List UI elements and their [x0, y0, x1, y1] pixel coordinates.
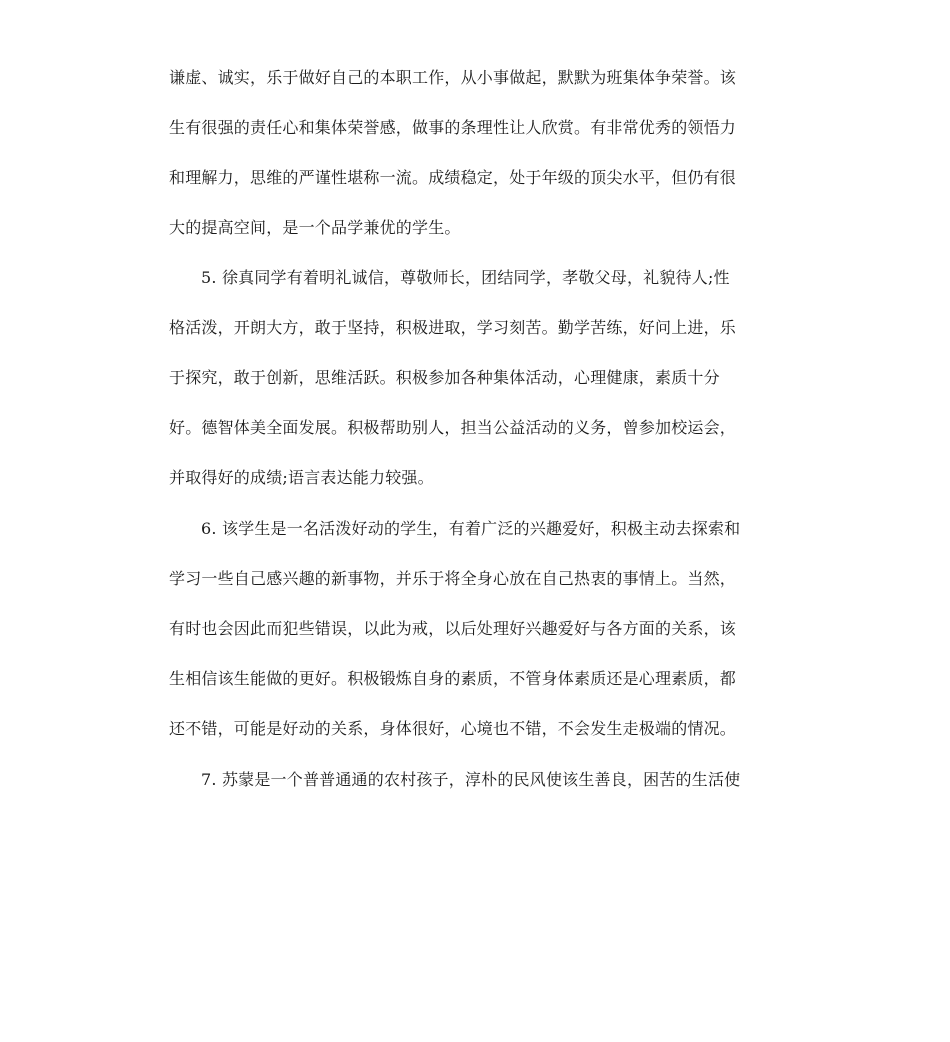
paragraph-5-line-4: 好。德智体美全面发展。积极帮助别人，担当公益活动的义务，曾参加校运会，	[169, 418, 737, 437]
paragraph-5-line-2: 格活泼，开朗大方，敢于坚持，积极进取，学习刻苦。勤学苦练，好问上进，乐	[169, 318, 737, 337]
paragraph-6-line-4: 生相信该生能做的更好。积极锻炼自身的素质，不管身体素质还是心理素质，都	[169, 669, 737, 688]
paragraph-1-line-1: 谦虚、诚实，乐于做好自己的本职工作，从小事做起，默默为班集体争荣誉。该	[169, 68, 737, 87]
paragraph-6-line-1: 6. 该学生是一名活泼好动的学生，有着广泛的兴趣爱好，积极主动去探索和	[201, 519, 741, 538]
paragraph-5-line-1: 5. 徐真同学有着明礼诚信，尊敬师长，团结同学，孝敬父母，礼貌待人;性	[201, 268, 730, 287]
paragraph-6-line-3: 有时也会因此而犯些错误，以此为戒，以后处理好兴趣爱好与各方面的关系，该	[169, 619, 737, 638]
paragraph-1-line-3: 和理解力，思维的严谨性堪称一流。成绩稳定，处于年级的顶尖水平，但仍有很	[169, 168, 737, 187]
paragraph-5-line-3: 于探究，敢于创新，思维活跃。积极参加各种集体活动，心理健康，素质十分	[169, 368, 720, 387]
paragraph-1-line-2: 生有很强的责任心和集体荣誉感，做事的条理性让人欣赏。有非常优秀的领悟力	[169, 118, 737, 137]
paragraph-1-line-4: 大的提高空间，是一个品学兼优的学生。	[169, 218, 461, 237]
paragraph-5-line-5: 并取得好的成绩;语言表达能力较强。	[169, 468, 434, 487]
paragraph-6-line-5: 还不错，可能是好动的关系，身体很好，心境也不错，不会发生走极端的情况。	[169, 719, 737, 738]
paragraph-7-line-1: 7. 苏蒙是一个普普通通的农村孩子，淳朴的民风使该生善良，困苦的生活使	[201, 770, 741, 789]
paragraph-6-line-2: 学习一些自己感兴趣的新事物，并乐于将全身心放在自己热衷的事情上。当然，	[169, 569, 737, 588]
